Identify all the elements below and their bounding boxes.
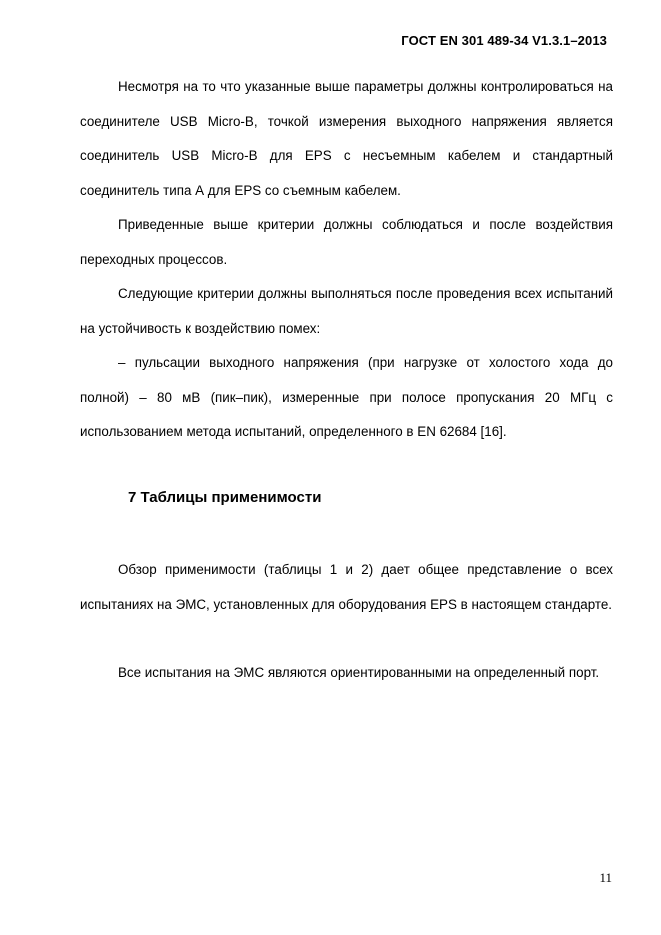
- paragraph-usb-measurement-point: Несмотря на то что указанные выше параметры должны контролироваться на соединителе USB Micro-B, точкой измерения выходного напряжения является соединитель USB Micro-B для EPS с несъемным кабелем и стандартный соединитель типа А для EPS со съемным кабелем.: [80, 79, 613, 198]
- paragraph-transient-criteria: Приведенные выше критерии должны соблюдаться и после воздействия переходных процессов.: [80, 217, 613, 267]
- paragraph-applicability-overview: Обзор применимости (таблицы 1 и 2) дает общее представление о всех испытаниях на ЭМС, установленных для оборудования EPS в настоящем стандарте.: [80, 562, 613, 612]
- section-title: 7 Таблицы применимости: [128, 489, 322, 506]
- document-code-header: ГОСТ EN 301 489-34 V1.3.1–2013: [401, 33, 607, 48]
- paragraph-following-criteria: Следующие критерии должны выполняться после проведения всех испытаний на устойчивость к воздействию помех:: [80, 286, 613, 336]
- paragraph-ripple-voltage: – пульсации выходного напряжения (при нагрузке от холостого хода до полной) – 80 мВ (пик–пик), измеренные при полосе пропускания 20 МГц с использованием метода испытаний, определенного в EN 62684 [16].: [80, 355, 613, 439]
- paragraph-port-oriented-tests: Все испытания на ЭМС являются ориентированными на определенный порт.: [118, 665, 600, 680]
- page-number: 11: [599, 870, 612, 885]
